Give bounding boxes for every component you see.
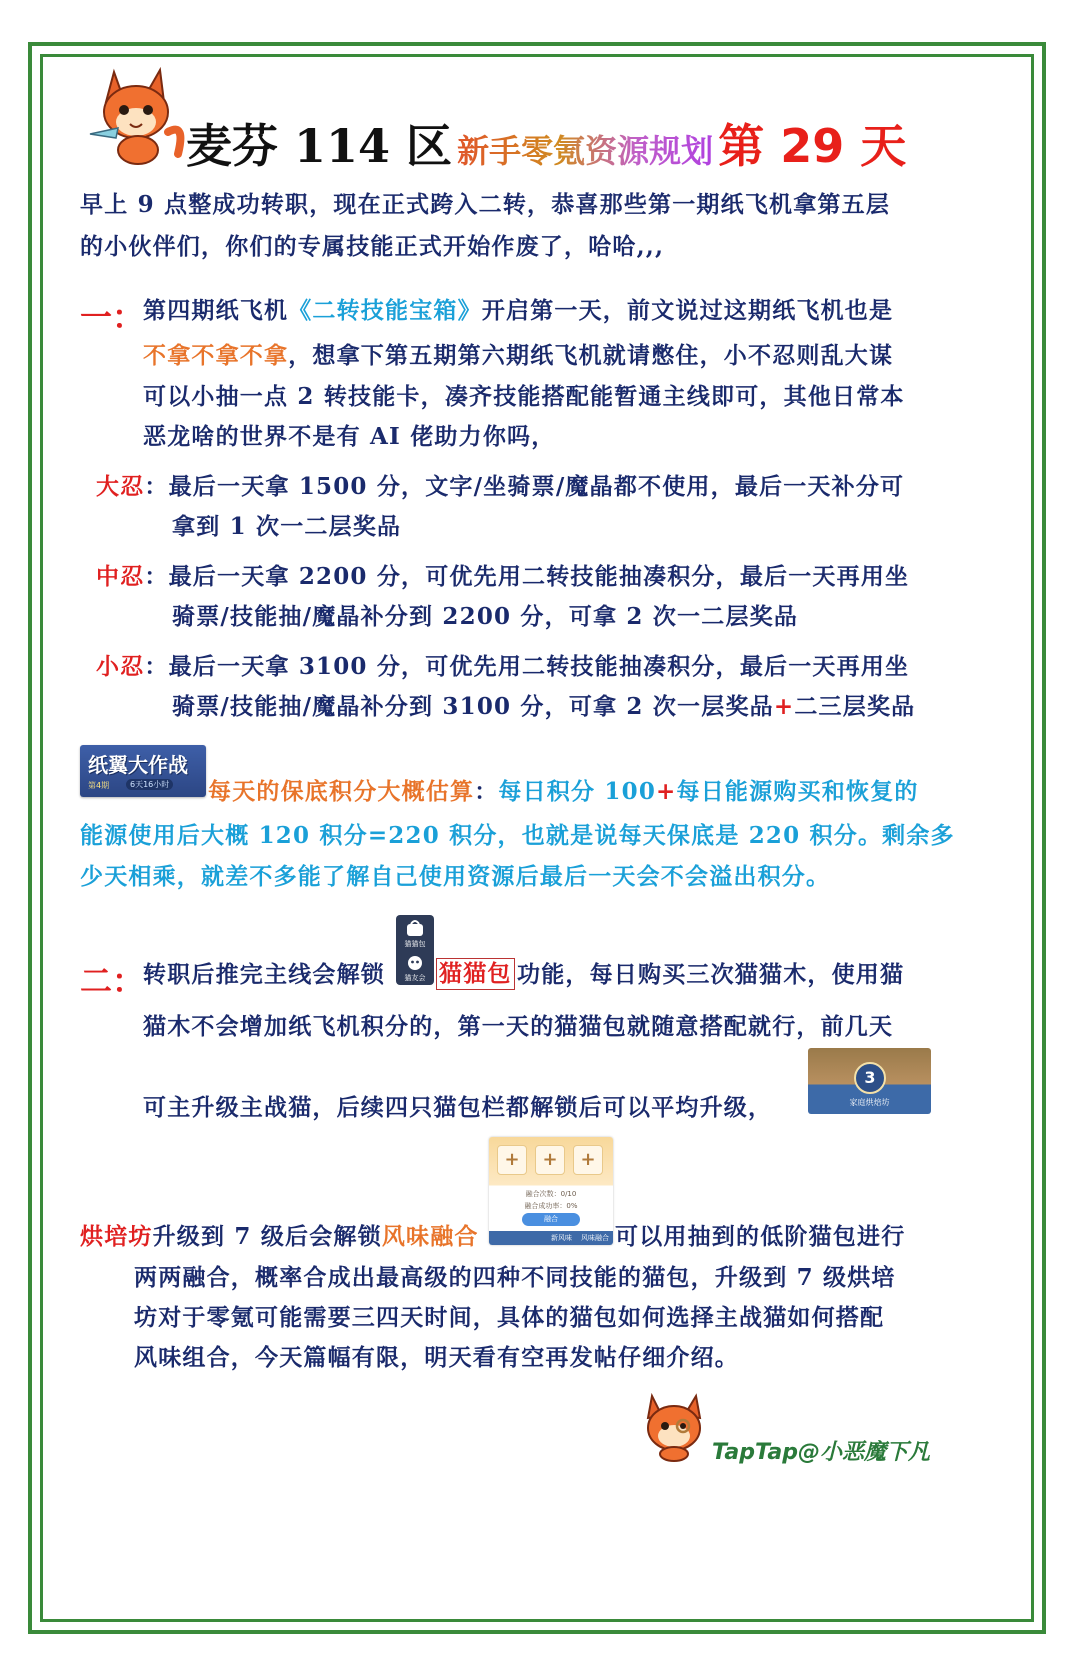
fusion-slot-3-plus-icon: + bbox=[573, 1145, 603, 1175]
section2-line-2: 猫木不会增加纸飞机积分的，第一天的猫猫包就随意搭配就行，前几天 bbox=[143, 1013, 894, 1040]
fusion-button: 融合 bbox=[522, 1213, 580, 1226]
tier-small-plus: + bbox=[773, 693, 795, 720]
section1-line-3: 可以小抽一点 2 转技能卡，凑齐技能搭配能暂通主线即可，其他日常本 bbox=[143, 383, 905, 410]
tier-big-line-2: 拿到 1 次一二层奖品 bbox=[172, 513, 402, 540]
tier-mid-label: 中忍 bbox=[96, 563, 145, 590]
section1-line-2 bbox=[143, 341, 893, 371]
section3-lead: 烘培坊 bbox=[80, 1223, 153, 1250]
estimate-plus: + bbox=[656, 778, 677, 805]
section1-mark: 一： bbox=[80, 298, 145, 336]
intro-line-1: 早上 9 点整成功转职，现在正式跨入二转，恭喜那些第一期纸飞机拿第五层 bbox=[80, 191, 891, 218]
tier-mid-line-1 bbox=[96, 562, 909, 592]
section1-line1-a: 第四期纸飞机 bbox=[143, 297, 289, 324]
estimate-line1-a: 每日积分 100 bbox=[498, 778, 657, 805]
tier-mid-line-2: 骑票/技能抽/魔晶补分到 2200 分，可拿 2 次一二层奖品 bbox=[172, 603, 799, 630]
estimate-line1-b: 每日能源购买和恢复的 bbox=[676, 778, 919, 805]
estimate-lead: 每天的保底积分大概估算 bbox=[208, 778, 475, 805]
title-part2: 新手零氪资源规划 bbox=[457, 132, 714, 170]
section2-line-3: 可主升级主战猫，后续四只猫包栏都解锁后可以平均升级， bbox=[143, 1094, 773, 1121]
estimate-line-1 bbox=[208, 777, 919, 807]
section1-line2-highlight: 不拿不拿不拿 bbox=[143, 342, 289, 369]
fox-mascot-icon bbox=[78, 62, 190, 170]
fusion-tabs bbox=[489, 1231, 613, 1245]
fox-mascot-small-icon bbox=[638, 1390, 710, 1462]
fusion-rate: 融合成功率：0% bbox=[524, 1202, 578, 1210]
section1-line1-highlight: 《二转技能宝箱》 bbox=[288, 297, 482, 324]
family-bakery-screenshot bbox=[808, 1048, 931, 1114]
section3-line-1 bbox=[80, 1222, 479, 1252]
tier-small-label: 小忍 bbox=[96, 653, 145, 680]
tier-small-text-2b: 二三层奖品 bbox=[794, 693, 916, 720]
estimate-colon: ： bbox=[474, 778, 499, 805]
estimate-line-2: 能源使用后大概 120 积分=220 积分，也就是说每天保底是 220 积分。剩余多 bbox=[80, 822, 955, 849]
tier-small-line-2 bbox=[172, 692, 915, 722]
fusion-slot-1-plus-icon: + bbox=[497, 1145, 527, 1175]
bag-icon bbox=[405, 919, 425, 937]
tier-big-line-1 bbox=[96, 472, 904, 502]
fusion-tab-flavor-fusion: 风味融合 bbox=[581, 1234, 609, 1242]
tier-small-line-1 bbox=[96, 652, 909, 682]
section1-line-4: 恶龙啥的世界不是有 AI 佬助力你吗， bbox=[143, 423, 556, 450]
fusion-tab-new-flavor: 新风味 bbox=[551, 1234, 572, 1242]
paper-plane-event-badge bbox=[80, 745, 206, 797]
author-signature: TapTap@小恶魔下凡 bbox=[712, 1440, 930, 1465]
section2-line1-b: 功能，每日购买三次猫猫木，使用猫 bbox=[517, 961, 905, 988]
title-part3: 第 29 天 bbox=[718, 119, 907, 173]
intro-line-2: 的小伙伴们，你们的专属技能正式开始作废了，哈哈,,, bbox=[80, 233, 665, 260]
bakery-level-badge: 3 bbox=[854, 1062, 886, 1094]
section1-line2-b: ，想拿下第五期第六期纸飞机就请憋住，小不忍则乱大谋 bbox=[288, 342, 894, 369]
tier-big-label: 大忍 bbox=[96, 473, 145, 500]
fusion-count: 融合次数：0/10 bbox=[525, 1190, 577, 1198]
section2-line1-a: 转职后推完主线会解锁 bbox=[143, 961, 385, 988]
paper-badge-title: 纸翼大作战 bbox=[88, 753, 188, 777]
cat-bag-menu-icon bbox=[396, 915, 434, 985]
section3-line1-c: 可以用抽到的低阶猫包进行 bbox=[615, 1223, 906, 1250]
paper-badge-period: 第4期 bbox=[88, 781, 110, 790]
paper-badge-timer: 6天16小时 bbox=[126, 779, 173, 790]
estimate-line-3: 少天相乘，就差不多能了解自己使用资源后最后一天会不会溢出积分。 bbox=[80, 863, 831, 890]
cat-bag-icon-label: 猫猫包 bbox=[404, 940, 426, 948]
cat-bag-highlight: 猫猫包 bbox=[436, 958, 515, 990]
tier-small-text-1: ：最后一天拿 3100 分，可优先用二转技能抽凑积分，最后一天再用坐 bbox=[144, 653, 910, 680]
section3-line1-a: 升级到 7 级后会解锁 bbox=[152, 1223, 382, 1250]
section3-line-2: 两两融合，概率合成出最高级的四种不同技能的猫包，升级到 7 级烘培 bbox=[134, 1264, 896, 1291]
cat-club-icon bbox=[405, 953, 425, 971]
tier-big-text-1: ：最后一天拿 1500 分，文字/坐骑票/魔晶都不使用，最后一天补分可 bbox=[144, 473, 905, 500]
bakery-label: 家庭烘焙坊 bbox=[849, 1098, 890, 1107]
tier-small-text-2a: 骑票/技能抽/魔晶补分到 3100 分，可拿 2 次一层奖品 bbox=[172, 693, 774, 720]
flavor-fusion-screenshot bbox=[489, 1137, 613, 1245]
tier-mid-text-1: ：最后一天拿 2200 分，可优先用二转技能抽凑积分，最后一天再用坐 bbox=[144, 563, 910, 590]
fusion-slot-2-plus-icon: + bbox=[535, 1145, 565, 1175]
section2-mark: 二： bbox=[80, 962, 145, 1000]
section1-line1-c: 开启第一天，前文说过这期纸飞机也是 bbox=[481, 297, 894, 324]
page-title bbox=[186, 110, 906, 176]
section3-line1-highlight: 风味融合 bbox=[381, 1223, 479, 1250]
section3-line-4: 风味组合，今天篇幅有限，明天看有空再发帖仔细介绍。 bbox=[134, 1344, 739, 1371]
section3-line-3: 坊对于零氪可能需要三四天时间，具体的猫包如何选择主战猫如何搭配 bbox=[134, 1304, 885, 1331]
cat-club-icon-label: 猫友会 bbox=[404, 974, 426, 982]
section1-line-1 bbox=[143, 296, 893, 326]
title-part1: 麦芬 114 区 bbox=[186, 119, 453, 173]
